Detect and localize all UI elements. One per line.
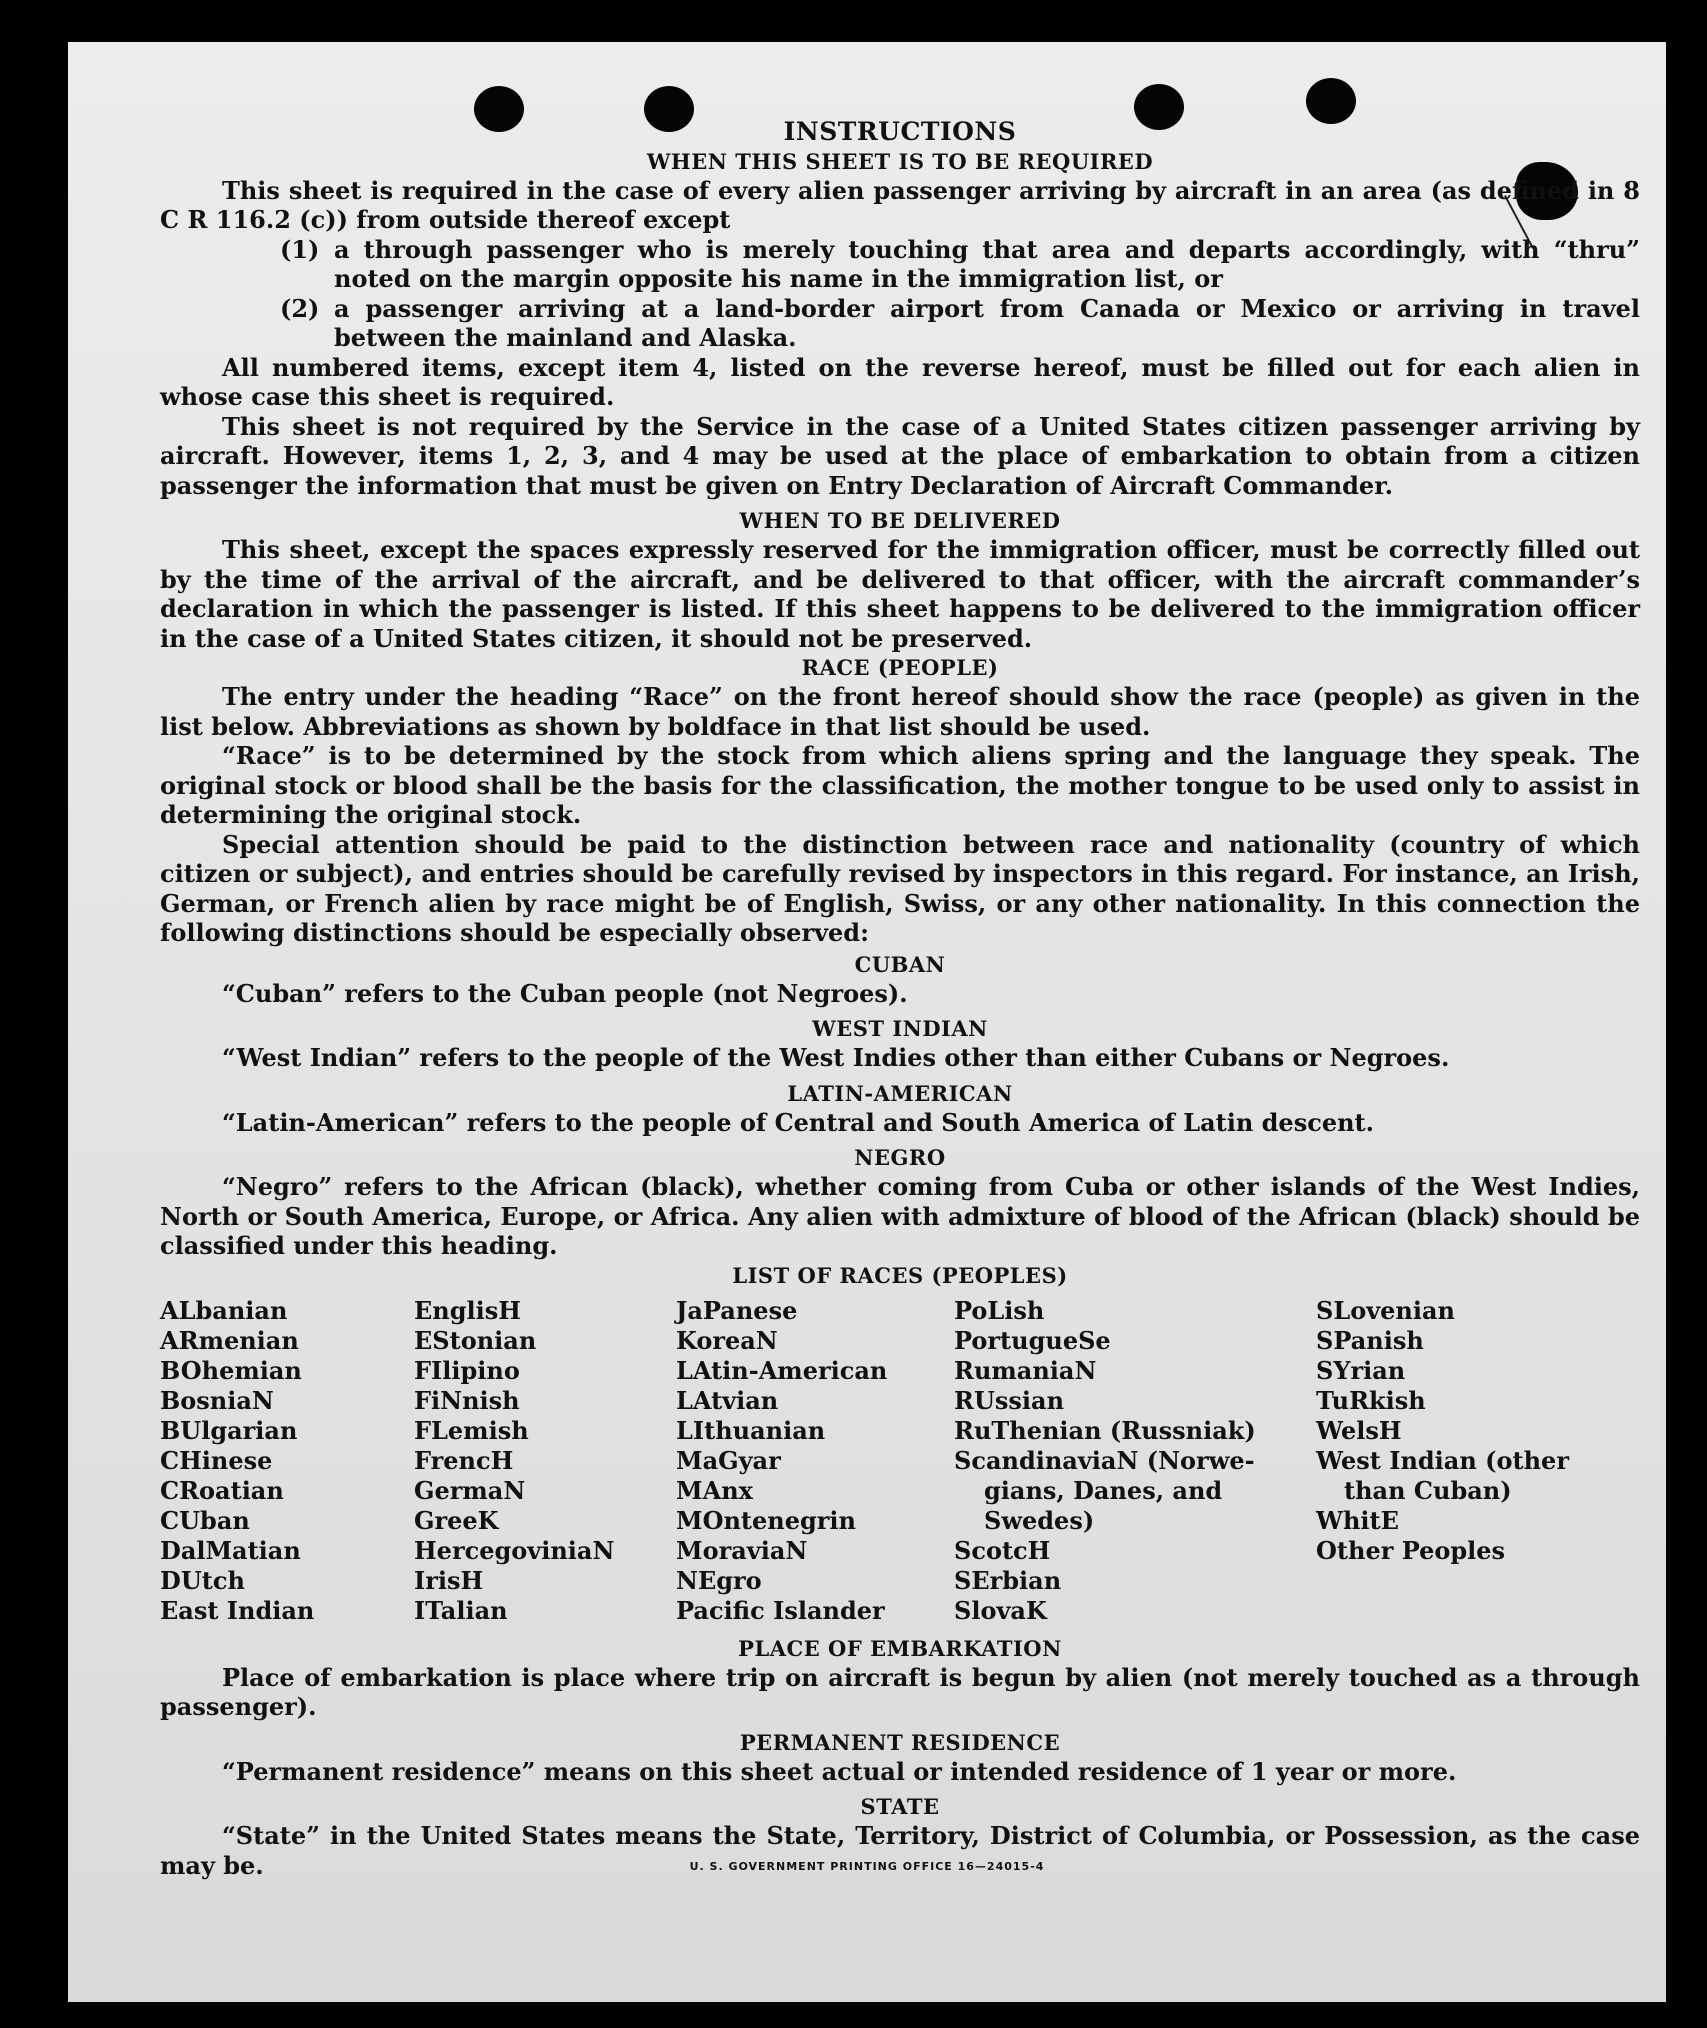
race-entry: HercegoviniaN [414, 1535, 615, 1565]
section-heading: LIST OF RACES (PEOPLES) [732, 1262, 1068, 1288]
race-entry: CHinese [160, 1445, 273, 1475]
race-entry: GreeK [414, 1505, 499, 1535]
races-column [1316, 1296, 1616, 1626]
race-entry: MAnx [676, 1475, 753, 1505]
printer-imprint: U. S. GOVERNMENT PRINTING OFFICE 16—24015-4 [689, 1860, 1045, 1873]
races-column [676, 1296, 954, 1626]
section-heading: PLACE OF EMBARKATION [738, 1635, 1062, 1661]
race-entry: WelsH [1316, 1415, 1402, 1445]
race-entry: LAtvian [676, 1385, 779, 1415]
race-entry: CRoatian [160, 1475, 284, 1505]
page-title: INSTRUCTIONS [783, 117, 1017, 146]
race-entry: SLovenian [1316, 1295, 1455, 1325]
race-entry: MoraviaN [676, 1535, 808, 1565]
race-entry: SPanish [1316, 1325, 1424, 1355]
paragraph: “Latin-American” refers to the people of Central and South America of Latin descent. [222, 1107, 1374, 1137]
race-entry: ScandinaviaN (Norwe- [954, 1445, 1255, 1475]
section-heading: LATIN-AMERICAN [787, 1080, 1013, 1106]
race-entry: Pacific Islander [676, 1595, 885, 1625]
race-entry: BUlgarian [160, 1415, 298, 1445]
race-entry: BOhemian [160, 1355, 302, 1385]
item-text: a through passenger who is merely touching that area and departs accordingly, with “thru” noted on the margin opposite his name in the immigration list, or [334, 234, 1640, 293]
races-column [160, 1296, 414, 1626]
paragraph: “Race” is to be determined by the stock from which aliens spring and the language they speak. The original stock or blood shall be the basis for the classification, the mother tongue to be used only to assist in determining the original stock. [160, 741, 1640, 829]
paragraph: “Negro” refers to the African (black), whether coming from Cuba or other islands of the West Indies, North or South America, Europe, or Africa. Any alien with admixture of blood of the African (black) should be classified under this heading. [160, 1172, 1640, 1260]
race-entry: EnglisH [414, 1295, 521, 1325]
race-entry: NEgro [676, 1565, 762, 1595]
race-entry: RumaniaN [954, 1355, 1097, 1385]
paragraph: “State” in the United States means the State, Territory, District of Columbia, or Possession, as the case may be. [160, 1821, 1640, 1880]
races-column [414, 1296, 676, 1626]
section-heading: CUBAN [854, 951, 946, 977]
race-entry: TuRkish [1316, 1385, 1426, 1415]
race-entry: than Cuban) [1344, 1475, 1512, 1505]
item-number: (2) [280, 293, 320, 323]
race-entry: FiNnish [414, 1385, 520, 1415]
race-entry: JaPanese [676, 1295, 798, 1325]
race-entry: KoreaN [676, 1325, 778, 1355]
paragraph: This sheet is not required by the Service in the case of a United States citizen passenger arriving by aircraft. However, items 1, 2, 3, and 4 may be used at the place of embarkation to obtain from a citizen passenger the information that must be given on Entry Declaration of Aircraft Commander. [160, 411, 1640, 500]
section-heading: NEGRO [854, 1145, 946, 1170]
section-heading: WHEN THIS SHEET IS TO BE REQUIRED [646, 148, 1154, 174]
paragraph: All numbered items, except item 4, listed on the reverse hereof, must be filled out for each alien in whose case this sheet is required. [160, 352, 1640, 411]
race-entry: DUtch [160, 1565, 245, 1595]
race-entry: EStonian [414, 1325, 537, 1355]
race-entry: SlovaK [954, 1595, 1047, 1625]
paragraph: This sheet, except the spaces expressly reserved for the immigration officer, must be correctly filled out by the time of the arrival of the aircraft, and be delivered to that officer, with the aircraft commander’s declaration in which the passenger is listed. If this sheet happens to be delivered to the immigration officer in the case of a United States citizen, it should not be preserved. [160, 535, 1640, 653]
paragraph: Special attention should be paid to the distinction between race and nationality (country of which citizen or subject), and entries should be carefully revised by inspectors in this regard. For instance, an Irish, German, or French alien by race might be of English, Swiss, or any other nationality. In this connection the following distinctions should be especially observed: [160, 829, 1640, 947]
paragraph: “West Indian” refers to the people of the West Indies other than either Cubans or Negroes. [222, 1043, 1450, 1072]
race-entry: LAtin-American [676, 1355, 888, 1385]
race-entry: ITalian [414, 1595, 508, 1625]
race-entry: FrencH [414, 1445, 514, 1475]
race-entry: ScotcH [954, 1535, 1051, 1565]
race-entry: Swedes) [984, 1505, 1095, 1535]
race-entry: MaGyar [676, 1445, 781, 1475]
race-entry: PoLish [954, 1295, 1045, 1325]
race-entry: East Indian [160, 1595, 315, 1625]
paragraph: This sheet is required in the case of every alien passenger arriving by aircraft in an area (as defined in 8 C R 116.2 (c)) from outside thereof except [160, 175, 1640, 234]
race-entry: RuThenian (Russniak) [954, 1415, 1256, 1445]
race-entry: FIlipino [414, 1355, 520, 1385]
race-entry: PortugueSe [954, 1325, 1111, 1355]
race-entry: BosniaN [160, 1385, 274, 1415]
paragraph: “Cuban” refers to the Cuban people (not Negroes). [222, 978, 908, 1008]
race-entry: DalMatian [160, 1535, 301, 1565]
race-entry: CUban [160, 1505, 250, 1535]
race-entry: Other Peoples [1316, 1535, 1506, 1565]
race-entry: GermaN [414, 1475, 526, 1505]
section-heading: STATE [860, 1794, 940, 1819]
race-entry: ALbanian [160, 1295, 288, 1325]
races-column [954, 1296, 1316, 1626]
section-heading: PERMANENT RESIDENCE [739, 1729, 1061, 1755]
item-number: (1) [280, 234, 320, 264]
race-entry: ARmenian [160, 1325, 299, 1355]
document-sheet [68, 42, 1666, 2002]
section-heading: WEST INDIAN [812, 1016, 988, 1041]
paragraph: “Permanent residence” means on this sheet actual or intended residence of 1 year or more. [222, 1756, 1457, 1786]
section-heading: WHEN TO BE DELIVERED [739, 508, 1061, 533]
race-entry: IrisH [414, 1565, 484, 1595]
paragraph: The entry under the heading “Race” on the front hereof should show the race (people) as given in the list below. Abbreviations as shown by boldface in that list should be used. [160, 682, 1640, 741]
list-item [160, 235, 1640, 294]
item-text: a passenger arriving at a land-border airport from Canada or Mexico or arriving in travel between the mainland and Alaska. [334, 293, 1640, 352]
race-entry: MOntenegrin [676, 1505, 856, 1535]
section-heading: RACE (PEOPLE) [801, 655, 999, 680]
race-entry: SYrian [1316, 1355, 1406, 1385]
instructions-body [160, 117, 1640, 1880]
race-entry: FLemish [414, 1415, 529, 1445]
race-entry: WhitE [1316, 1505, 1399, 1535]
race-entry: LIthuanian [676, 1415, 826, 1445]
race-entry: RUssian [954, 1385, 1065, 1415]
race-entry: SErbian [954, 1565, 1062, 1595]
race-entry: gians, Danes, and [984, 1475, 1223, 1505]
race-entry: West Indian (other [1316, 1445, 1569, 1475]
races-list [160, 1296, 1640, 1626]
paragraph: Place of embarkation is place where trip on aircraft is begun by alien (not merely touched as a through passenger). [160, 1662, 1640, 1721]
list-item [160, 294, 1640, 353]
